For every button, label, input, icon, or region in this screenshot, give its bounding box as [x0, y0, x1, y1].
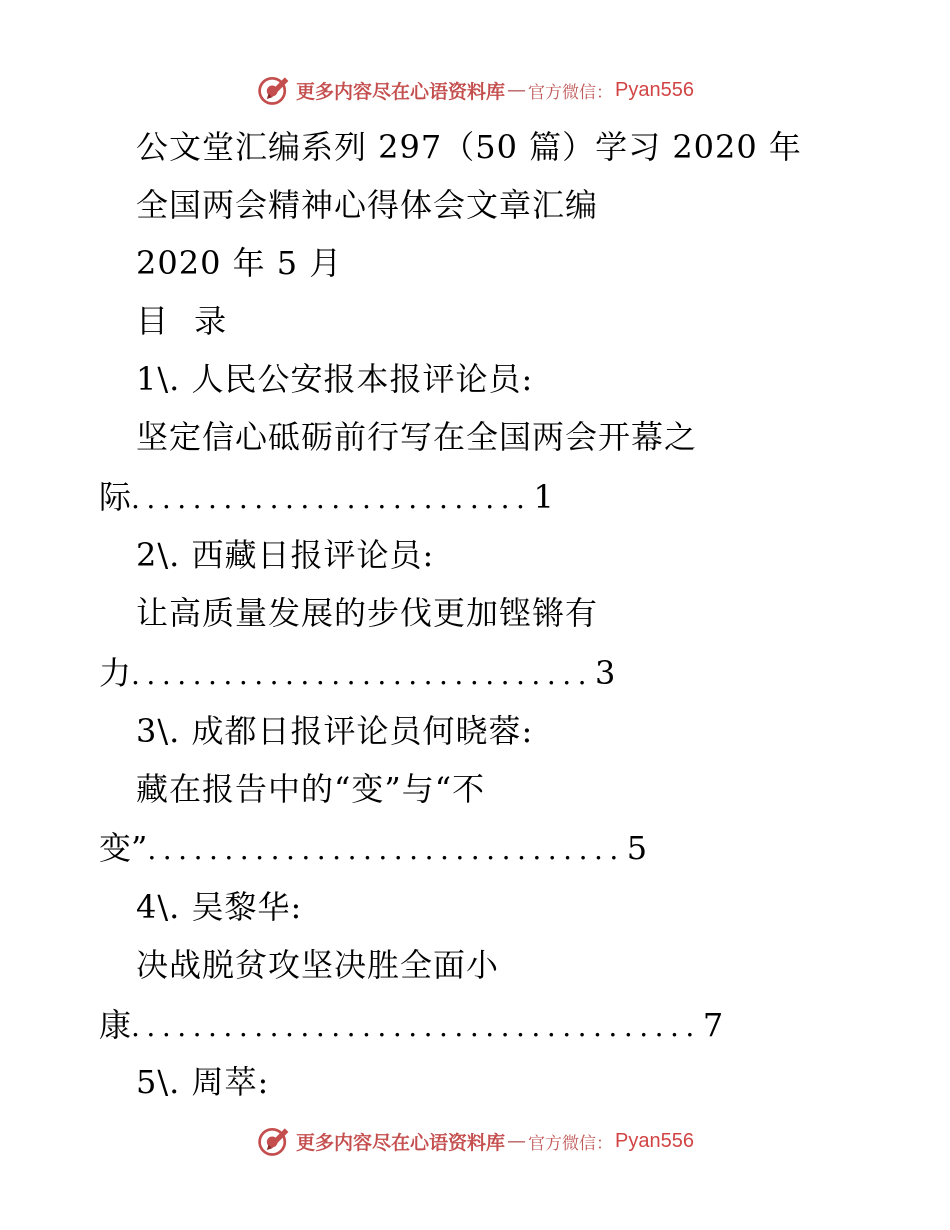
banner-sub-text: 官方微信：: [528, 82, 614, 103]
toc-page-number: 7: [702, 1006, 724, 1044]
banner-account: Pyan556: [615, 1129, 694, 1152]
toc-entry-tail: 康: [99, 1006, 132, 1044]
toc-heading: 目 录: [136, 302, 235, 340]
toc-entry-title: 坚定信心砥砺前行写在全国两会开幕之: [136, 418, 698, 456]
toc-entry-tail: 力: [99, 654, 132, 692]
toc-page-number: 1: [533, 478, 554, 516]
toc-entry-number: 2\. 西藏日报评论员:: [136, 536, 435, 574]
toc-entry-leader-row[interactable]: [99, 1002, 723, 1048]
toc-page-number: 5: [626, 829, 648, 867]
pen-logo-icon: [256, 1123, 292, 1159]
pen-logo-icon: [256, 72, 292, 108]
toc-page-number: 3: [595, 654, 616, 692]
toc-entry-number: 5\. 周萃:: [136, 1063, 270, 1101]
toc-entry-leader-row[interactable]: [99, 474, 554, 520]
toc-entry-leader-row[interactable]: [99, 650, 615, 696]
banner-dash: —: [507, 79, 527, 101]
title-line-1: 公文堂汇编系列 297（50 篇）学习 2020 年: [136, 128, 802, 166]
banner-main-text: 更多内容尽在心语资料库: [296, 1131, 506, 1154]
date-line: 2020 年 5 月: [136, 244, 343, 282]
toc-entry-number: 4\. 吴黎华:: [136, 888, 303, 926]
toc-entry-number: 3\. 成都日报评论员何晓蓉:: [136, 712, 534, 750]
toc-entry-title: 让高质量发展的步伐更加铿锵有: [136, 594, 599, 632]
toc-dot-leader: ..............................: [131, 658, 594, 691]
toc-dot-leader: ...............................: [147, 833, 625, 866]
footer-banner: [0, 1121, 950, 1161]
banner-sub-text: 官方微信：: [528, 1133, 614, 1154]
title-line-2: 全国两会精神心得体会文章汇编: [136, 186, 599, 224]
toc-dot-leader: ..........................: [131, 482, 532, 515]
toc-entry-tail: 际: [99, 478, 132, 516]
banner-dash: —: [507, 1130, 527, 1152]
header-banner: [0, 70, 950, 110]
toc-entry-tail: 变”: [99, 829, 148, 867]
toc-entry-title: 藏在报告中的“变”与“不: [136, 770, 486, 808]
banner-main-text: 更多内容尽在心语资料库: [296, 80, 506, 103]
toc-dot-leader: .....................................: [131, 1010, 701, 1043]
toc-entry-title: 决战脱贫攻坚决胜全面小: [136, 946, 500, 984]
toc-entry-number: 1\. 人民公安报本报评论员:: [136, 360, 534, 398]
banner-account: Pyan556: [615, 78, 694, 101]
toc-entry-leader-row[interactable]: [99, 825, 647, 871]
